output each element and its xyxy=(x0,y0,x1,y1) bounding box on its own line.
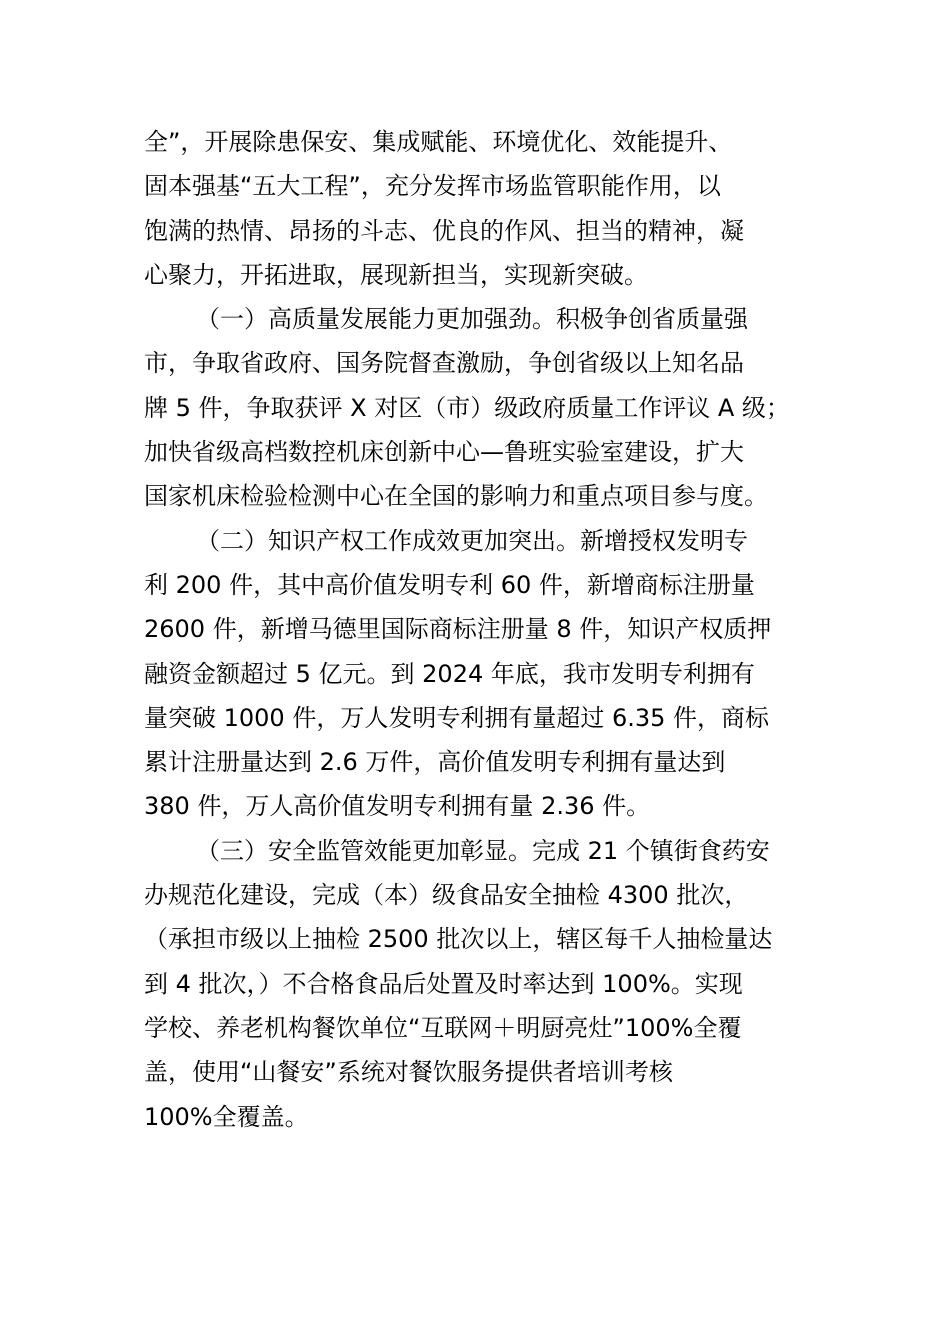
text-line: 国家机床检验检测中心在全国的影响力和重点项目参与度。 xyxy=(144,482,768,511)
text-line: 饱满的热情、昂扬的斗志、优良的作风、担当的精神，凝 xyxy=(144,216,744,245)
section-heading-line: （二）知识产权工作成效更加突出。新增授权发明专 xyxy=(196,526,748,555)
text-line: 2600 件，新增马德里国际商标注册量 8 件，知识产权质押 xyxy=(144,615,772,644)
text-line: 融资金额超过 5 亿元。到 2024 年底，我市发明专利拥有 xyxy=(144,659,755,688)
text-line: 到 4 批次，）不合格食品后处置及时率达到 100%。实现 xyxy=(144,969,743,998)
text-line: 加快省级高档数控机床创新中心—鲁班实验室建设，扩大 xyxy=(144,438,744,467)
text-line: 100%全覆盖。 xyxy=(144,1102,309,1131)
text-line: （承担市级以上抽检 2500 批次以上，辖区每千人抽检量达 xyxy=(144,925,773,954)
text-line: 盖，使用“山餐安”系统对餐饮服务提供者培训考核 xyxy=(144,1058,673,1087)
text-line: 量突破 1000 件，万人发明专利拥有量超过 6.35 件，商标 xyxy=(144,703,770,732)
text-line: 利 200 件，其中高价值发明专利 60 件，新增商标注册量 xyxy=(144,570,755,599)
section-heading-line: （一）高质量发展能力更加强劲。积极争创省质量强 xyxy=(196,305,748,334)
document-body xyxy=(144,120,824,1139)
text-line: 固本强基“五大工程”，充分发挥市场监管职能作用，以 xyxy=(144,172,721,201)
text-line: 牌 5 件，争取获评 X 对区（市）级政府质量工作评议 A 级； xyxy=(144,393,790,422)
text-line: 380 件，万人高价值发明专利拥有量 2.36 件。 xyxy=(144,792,651,821)
text-line: 心聚力，开拓进取，展现新担当，实现新突破。 xyxy=(144,260,648,289)
text-line: 市，争取省政府、国务院督查激励，争创省级以上知名品 xyxy=(144,349,744,378)
section-heading-line: （三）安全监管效能更加彰显。完成 21 个镇街食药安 xyxy=(196,836,770,865)
text-line: 累计注册量达到 2.6 万件，高价值发明专利拥有量达到 xyxy=(144,748,726,777)
text-line: 全”，开展除患保安、集成赋能、环境优化、效能提升、 xyxy=(144,128,733,156)
text-line: 学校、养老机构餐饮单位“互联网＋明厨亮灶”100%全覆 xyxy=(144,1013,742,1042)
text-line: 办规范化建设，完成（本）级食品安全抽检 4300 批次， xyxy=(144,881,749,910)
